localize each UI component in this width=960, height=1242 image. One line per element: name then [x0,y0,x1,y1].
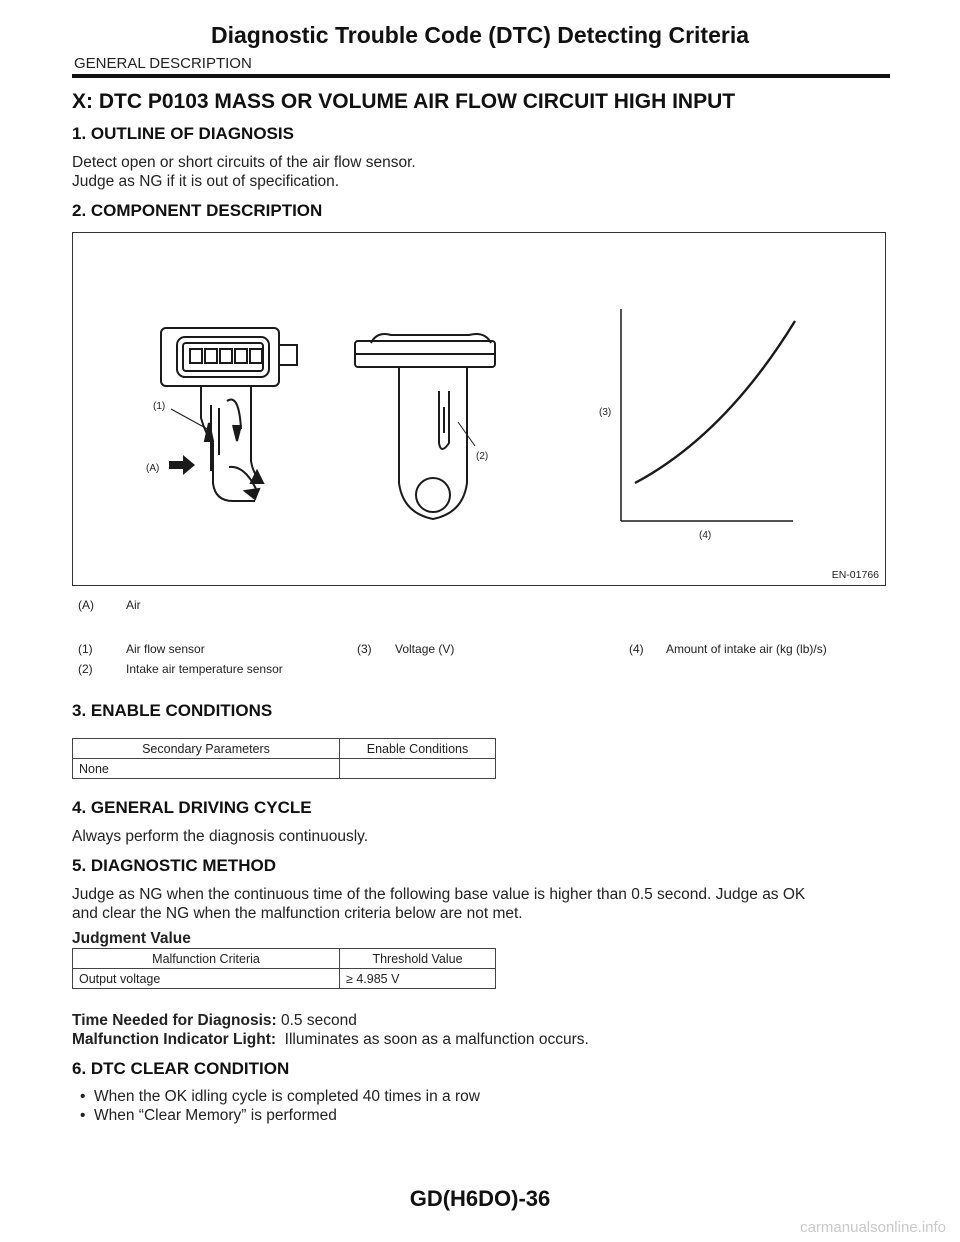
driving-heading: 4. GENERAL DRIVING CYCLE [72,798,312,817]
callout-air-label: (A) [146,463,160,474]
bullet-icon: • [80,1088,86,1105]
table-row [73,759,496,779]
legend-key: (1) [78,642,93,656]
list-item-text: When “Clear Memory” is performed [94,1107,337,1124]
outline-line-2: Judge as NG if it is out of specification. [72,173,340,190]
table-header-cell: Enable Conditions [340,739,496,759]
figure-code: EN-01766 [831,569,879,581]
callout-temp-sensor-label: (2) [476,451,489,462]
table-header-row [73,949,496,969]
page-subtitle: GENERAL DESCRIPTION [74,55,252,72]
outline-line-1: Detect open or short circuits of the air flow sensor. [72,154,416,171]
table-header-cell: Secondary Parameters [73,739,340,759]
voltage-airflow-graph [621,309,795,521]
table-header-cell: Threshold Value [340,949,496,969]
judgment-value-label: Judgment Value [72,930,191,947]
page-number: GD(H6DO)-36 [409,1186,551,1211]
time-needed-value: 0.5 second [276,1012,357,1029]
callout-sensor-label: (1) [153,401,166,412]
list-item-text: When the OK idling cycle is completed 40 times in a row [94,1088,480,1105]
legend-key: (A) [78,598,94,612]
table-cell [340,759,496,779]
legend-key: (4) [629,642,644,656]
header-divider [72,74,890,78]
graph-curve [635,321,795,483]
legend-key: (2) [78,662,93,676]
list-item [80,1088,480,1106]
judgment-value-table [72,948,496,989]
enable-conditions-table [72,738,496,779]
table-cell: None [73,759,340,779]
component-heading: 2. COMPONENT DESCRIPTION [72,201,323,220]
table-header-row [73,739,496,759]
page-title: Diagnostic Trouble Code (DTC) Detecting Criteria [211,22,749,48]
legend-key: (3) [357,642,372,656]
legend-text: Amount of intake air (kg (lb)/s) [666,642,827,656]
clear-heading: 6. DTC CLEAR CONDITION [72,1059,290,1078]
driving-text: Always perform the diagnosis continuously. [72,828,369,845]
section-title: X: DTC P0103 MASS OR VOLUME AIR FLOW CIRCUIT HIGH INPUT [72,90,736,113]
mil-line [72,1030,589,1049]
method-line-1: Judge as NG when the continuous time of the following base value is higher than 0.5 second. Judge as OK [72,886,806,903]
enable-heading: 3. ENABLE CONDITIONS [72,701,273,720]
callout-x-axis-label: (4) [699,530,712,541]
table-row [73,969,496,989]
legend-text: Intake air temperature sensor [126,662,283,676]
bullet-icon: • [80,1107,86,1124]
figure-illustration [73,233,885,585]
air-arrow-icon [169,455,195,475]
intake-air-temperature-sensor-drawing [355,334,495,519]
list-item [80,1107,337,1125]
legend-text: Voltage (V) [395,642,455,656]
mil-label: Malfunction Indicator Light: [72,1031,277,1048]
method-line-2: and clear the NG when the malfunction criteria below are not met. [72,905,523,922]
time-needed-label: Time Needed for Diagnosis: [72,1012,277,1029]
table-header-cell: Malfunction Criteria [73,949,340,969]
component-figure [72,232,886,586]
legend-text: Air [126,598,141,612]
callout-y-axis-label: (3) [599,407,612,418]
watermark: carmanualsonline.info [800,1219,946,1236]
mil-value: Illuminates as soon as a malfunction occurs. [276,1031,589,1048]
outline-heading: 1. OUTLINE OF DIAGNOSIS [72,124,294,143]
legend-text: Air flow sensor [126,642,205,656]
method-heading: 5. DIAGNOSTIC METHOD [72,856,277,875]
time-needed-line [72,1011,357,1030]
table-cell: ≥ 4.985 V [340,969,496,989]
table-cell: Output voltage [73,969,340,989]
